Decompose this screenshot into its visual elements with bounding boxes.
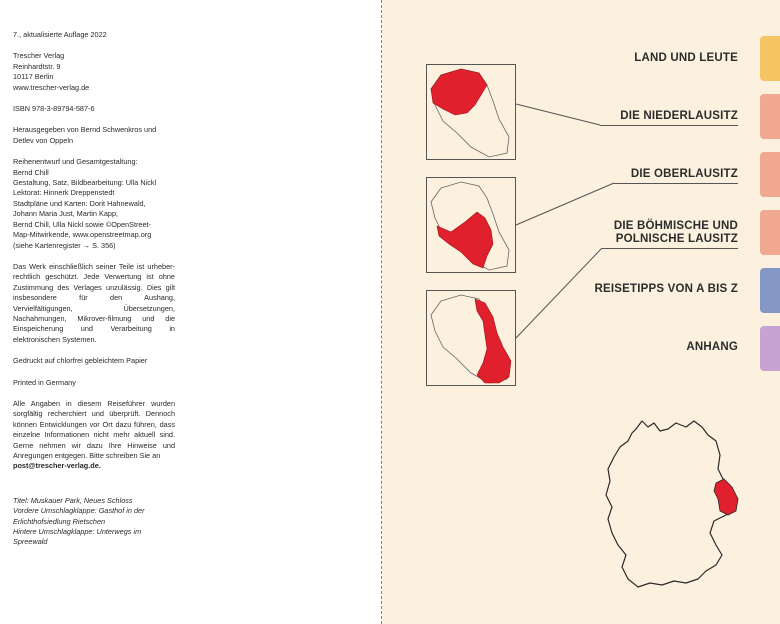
credit-line: (siehe Kartenregister → S. 356) [13, 240, 116, 250]
leader-line-niederlausitz [516, 104, 600, 125]
printed-note: Printed in Germany [13, 377, 76, 387]
credit-line: Johann Maria Just, Martin Kapp, [13, 209, 119, 219]
lausitz-outline-map [427, 178, 515, 272]
lausitz-outline-map [427, 291, 515, 385]
cover-credit: Vordere Umschlagklappe: Gasthof in der [13, 506, 145, 516]
toc-anhang[interactable]: ANHANG [686, 341, 738, 353]
region-map-oberlausitz[interactable] [426, 177, 516, 273]
publisher-city: 10117 Berlin [13, 72, 54, 82]
toc-boehmische-line-2: POLNISCHE LAUSITZ [615, 233, 738, 245]
cover-credit: Spreewald [13, 537, 48, 547]
credit-line: Gestaltung, Satz, Bildbearbeitung: Ulla Nickl [13, 178, 157, 188]
cover-credit: Titel: Muskauer Park, Neues Schloss [13, 495, 133, 505]
leader-line-boehmische [516, 248, 602, 338]
toc-land-und-leute[interactable]: LAND UND LEUTE [634, 52, 738, 64]
isbn: ISBN 978-3-89794-587-6 [13, 104, 95, 114]
region-map-niederlausitz[interactable] [426, 64, 516, 160]
toc-oberlausitz[interactable]: DIE OBERLAUSITZ [630, 168, 738, 180]
toc-niederlausitz[interactable]: DIE NIEDERLAUSITZ [620, 110, 738, 122]
publisher-street: Reinhardtstr. 9 [13, 61, 61, 71]
region-map-boehmische-lausitz[interactable] [426, 290, 516, 386]
cover-credit: Hintere Umschlagklappe: Unterwegs im [13, 527, 142, 537]
credit-line: Reihenentwurf und Gesamtgestaltung: [13, 157, 138, 167]
lausitz-outline-map [427, 65, 515, 159]
toc-boehmische-line-1: DIE BÖHMISCHE UND [613, 220, 738, 232]
credit-line: Bernd Chill, Ulla Nickl sowie ©OpenStreet- [13, 219, 151, 229]
credit-line: Stadtpläne und Karten: Dorit Hahnewald, [13, 198, 146, 208]
credit-line: Bernd Chill [13, 167, 49, 177]
copyright-notice: Das Werk einschließlich seiner Teile ist urheber-rechtlich geschützt. Jede Verwertung ist ohne Zustimmung des Verlages unzulässig. Dies gilt insbesondere für den Aushang, Vervielfältigungen, Übersetzungen, Nachahmungen, Mikrover-filmung und die Einspeicherung und Verarbeitung in elektronischen Systemen. [13, 261, 175, 344]
leader-line-oberlausitz [516, 183, 614, 225]
germany-outline [606, 421, 732, 587]
credit-line: Lektorat: Hinnerk Dreppenstedt [13, 188, 115, 198]
paper-note: Gedruckt auf chlorfrei gebleichtem Papier [13, 356, 148, 366]
germany-locator-map [598, 415, 748, 595]
disclaimer: Alle Angaben in diesem Reiseführer wurden sorgfältig recherchiert und überprüft. Dennoch können Entwicklungen vor Ort dazu führen, dass einzelne Informationen nicht mehr aktuell sind. Gerne nehmen wir dazu Ihre Hinweise und Anregungen entgegen. Bitte schreiben Sie an [13, 398, 175, 460]
edition: 7., aktualisierte Auflage 2022 [13, 30, 107, 39]
editors-line-1: Herausgegeben von Bernd Schwenkros und [13, 125, 157, 135]
editors-line-2: Detlev von Oppeln [13, 135, 74, 145]
cover-credit: Erlichthofsiedlung Rietschen [13, 516, 106, 526]
credit-line: Map-Mitwirkende, www.openstreetmap.org [13, 230, 152, 240]
publisher-web: www.trescher-verlag.de [13, 82, 90, 92]
contact-email: post@trescher-verlag.de. [13, 461, 101, 471]
toc-reisetipps[interactable]: REISETIPPS VON A BIS Z [594, 283, 738, 295]
publisher-name: Trescher Verlag [13, 51, 65, 61]
